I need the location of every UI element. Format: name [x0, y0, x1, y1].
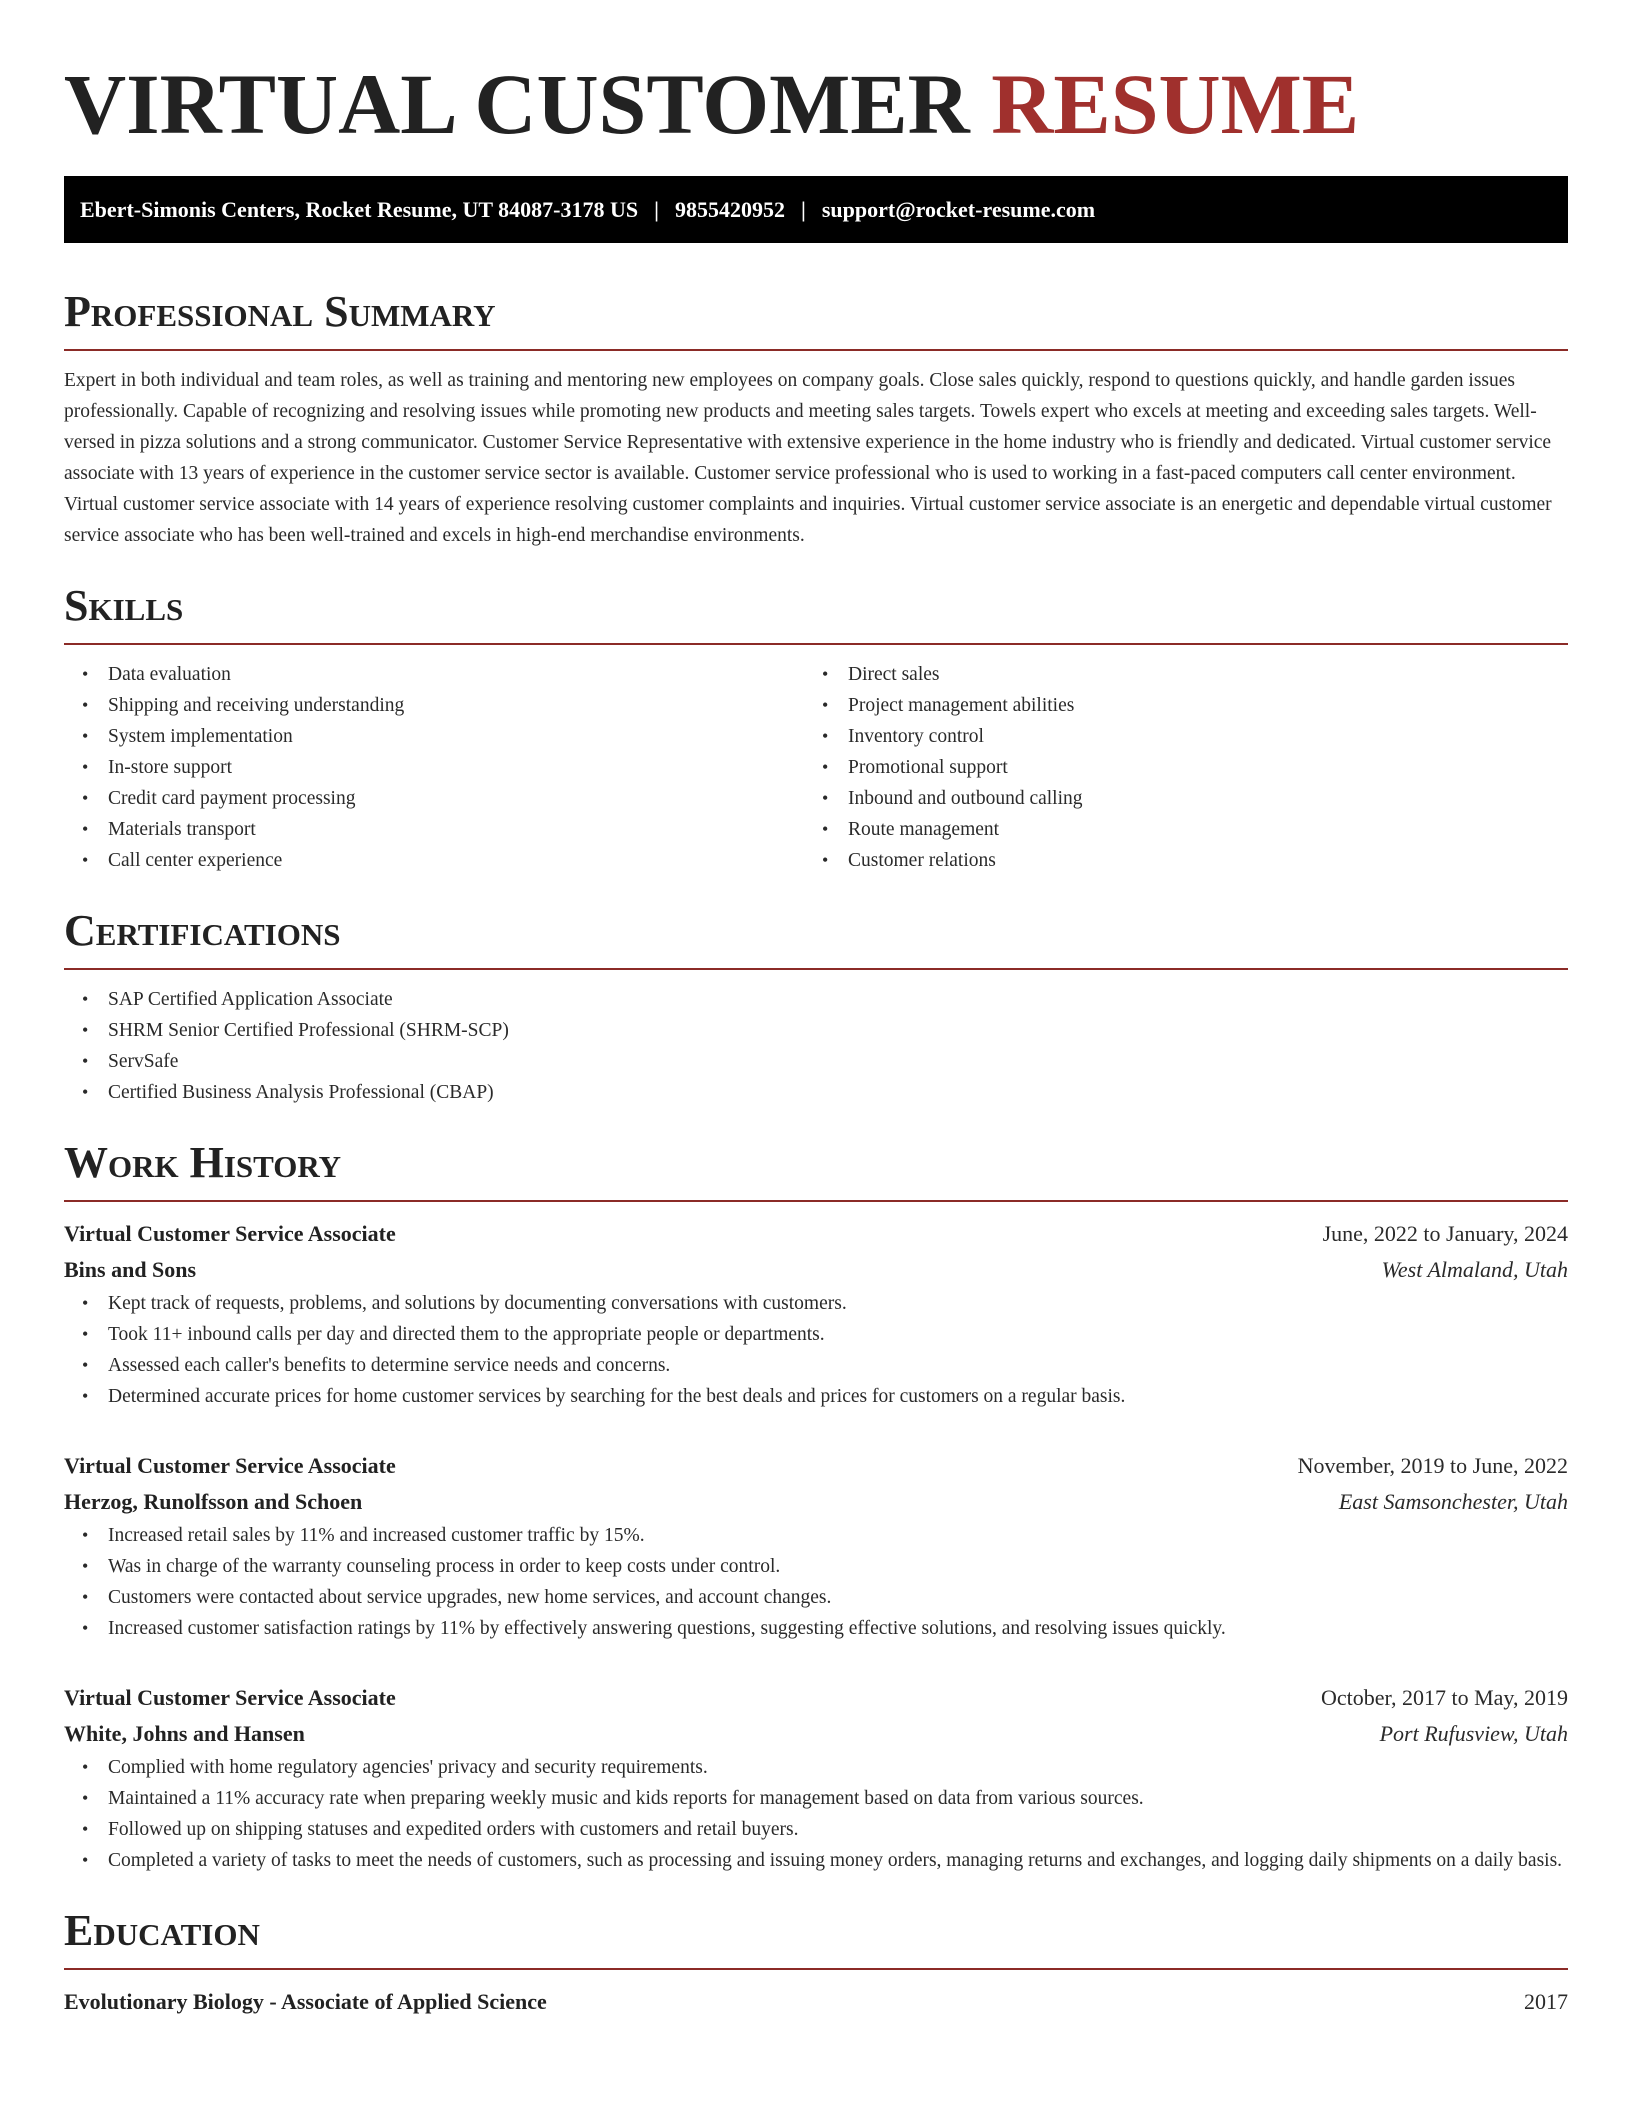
skills-divider	[64, 643, 1568, 645]
resume-title	[64, 0, 1568, 150]
skill-item: • Call center experience	[64, 845, 804, 876]
skill-item: • Inbound and outbound calling	[804, 783, 1544, 814]
skills-list-right	[804, 659, 1544, 876]
education-divider	[64, 1968, 1568, 1970]
job-bullet: • Maintained a 11% accuracy rate when preparing weekly music and kids reports for management based on data from various sources.	[64, 1783, 1568, 1814]
education-section	[64, 1906, 1568, 2020]
skills-heading: Skills	[64, 581, 184, 630]
skill-item: • System implementation	[64, 721, 804, 752]
summary-text: Expert in both individual and team roles, as well as training and mentoring new employees on company goals. Close sales quickly, respond to questions quickly, and handle garden issues professionally. Capable of recognizing and resolving issues while promoting new products and meeting sales targets. Towels expert who excels at meeting and exceeding sales targets. Well-versed in pizza solutions and a strong communicator. Customer Service Representative with extensive experience in the home industry who is friendly and dedicated. Virtual customer service associate with 13 years of experience in the customer service sector is available. Customer service professional who is used to working in a fast-paced computers call center environment. Virtual customer service associate with 14 years of experience resolving customer complaints and inquiries. Virtual customer service associate is an energetic and dependable virtual customer service associate who has been well-trained and excels in high-end merchandise environments.	[64, 370, 1552, 546]
skill-item: • Promotional support	[804, 752, 1544, 783]
skill-item: • Data evaluation	[64, 659, 804, 690]
job-bullet: • Customers were contacted about service upgrades, new home services, and account changes.	[64, 1582, 1568, 1613]
work-history-section	[64, 1138, 1568, 1876]
job-dates: June, 2022 to January, 2024	[1322, 1221, 1568, 1246]
summary-divider	[64, 349, 1568, 351]
job-bullets	[64, 1520, 1568, 1644]
title-accent: RESUME	[991, 56, 1360, 152]
job-company-row	[64, 1716, 1568, 1752]
contact-bar	[64, 176, 1568, 243]
work-history-divider	[64, 1200, 1568, 1202]
job-title-row	[64, 1216, 1568, 1252]
skill-item: • Materials transport	[64, 814, 804, 845]
title-main: VIRTUAL CUSTOMER	[64, 56, 970, 152]
skill-item: • In-store support	[64, 752, 804, 783]
skill-item: • Route management	[804, 814, 1544, 845]
job-company-row	[64, 1484, 1568, 1520]
job-bullet: • Completed a variety of tasks to meet the needs of customers, such as processing and issuing money orders, managing returns and exchanges, and logging daily shipments on a daily basis.	[64, 1845, 1568, 1876]
skill-item: • Project management abilities	[804, 690, 1544, 721]
contact-separator: |	[654, 196, 659, 222]
certifications-section	[64, 906, 1568, 1108]
job-bullet: • Increased customer satisfaction ratings by 11% by effectively answering questions, suggesting effective solutions, and resolving issues quickly.	[64, 1613, 1568, 1644]
job-title: Virtual Customer Service Associate	[64, 1453, 396, 1478]
contact-email: support@rocket-resume.com	[821, 196, 1096, 222]
job-title-row	[64, 1448, 1568, 1484]
education-year: 2017	[1524, 1989, 1568, 2014]
job-location: East Samsonchester, Utah	[1338, 1489, 1568, 1514]
skills-section	[64, 581, 1568, 876]
skills-list-left	[64, 659, 804, 876]
job-dates: October, 2017 to May, 2019	[1321, 1685, 1568, 1710]
skill-item: • Credit card payment processing	[64, 783, 804, 814]
certifications-list	[64, 984, 1568, 1108]
work-history-heading: Work History	[64, 1138, 342, 1187]
job-bullet: • Was in charge of the warranty counseling process in order to keep costs under control.	[64, 1551, 1568, 1582]
job-bullets	[64, 1752, 1568, 1876]
skill-item: • Customer relations	[804, 845, 1544, 876]
job-entry	[64, 1216, 1568, 1412]
job-company: Bins and Sons	[64, 1257, 197, 1282]
certification-item: • Certified Business Analysis Professional (CBAP)	[64, 1077, 1568, 1108]
certifications-divider	[64, 968, 1568, 970]
contact-separator: |	[800, 196, 806, 222]
job-title: Virtual Customer Service Associate	[64, 1221, 396, 1246]
job-bullet: • Complied with home regulatory agencies' privacy and security requirements.	[64, 1752, 1568, 1783]
summary-heading: Professional Summary	[64, 287, 496, 336]
job-bullet: • Kept track of requests, problems, and solutions by documenting conversations with customers.	[64, 1288, 1568, 1319]
certification-item: • ServSafe	[64, 1046, 1568, 1077]
job-company: White, Johns and Hansen	[64, 1721, 305, 1746]
job-location: West Almaland, Utah	[1381, 1257, 1568, 1282]
education-degree: Evolutionary Biology - Associate of Applied Science	[64, 1989, 547, 2014]
education-entry	[64, 1984, 1568, 2020]
contact-phone: 9855420952	[674, 196, 785, 222]
job-entry	[64, 1680, 1568, 1876]
skill-item: • Inventory control	[804, 721, 1544, 752]
job-bullet: • Assessed each caller's benefits to determine service needs and concerns.	[64, 1350, 1568, 1381]
job-bullet: • Increased retail sales by 11% and increased customer traffic by 15%.	[64, 1520, 1568, 1551]
job-dates: November, 2019 to June, 2022	[1297, 1453, 1568, 1478]
job-title-row	[64, 1680, 1568, 1716]
job-company-row	[64, 1252, 1568, 1288]
summary-section	[64, 287, 1568, 551]
job-bullets	[64, 1288, 1568, 1412]
job-bullet: • Followed up on shipping statuses and expedited orders with customers and retail buyers.	[64, 1814, 1568, 1845]
skill-item: • Shipping and receiving understanding	[64, 690, 804, 721]
certification-item: • SHRM Senior Certified Professional (SHRM-SCP)	[64, 1015, 1568, 1046]
contact-address: Ebert-Simonis Centers, Rocket Resume, UT 84087-3178 US	[80, 196, 639, 222]
job-location: Port Rufusview, Utah	[1379, 1721, 1568, 1746]
skills-columns	[64, 659, 1568, 876]
job-title: Virtual Customer Service Associate	[64, 1685, 396, 1710]
job-entry	[64, 1448, 1568, 1644]
certifications-heading: Certifications	[64, 906, 341, 955]
education-heading: Education	[64, 1906, 260, 1955]
skill-item: • Direct sales	[804, 659, 1544, 690]
certification-item: • SAP Certified Application Associate	[64, 984, 1568, 1015]
job-bullet: • Determined accurate prices for home customer services by searching for the best deals and prices for customers on a regular basis.	[64, 1381, 1568, 1412]
job-bullet: • Took 11+ inbound calls per day and directed them to the appropriate people or departments.	[64, 1319, 1568, 1350]
job-company: Herzog, Runolfsson and Schoen	[64, 1489, 363, 1514]
